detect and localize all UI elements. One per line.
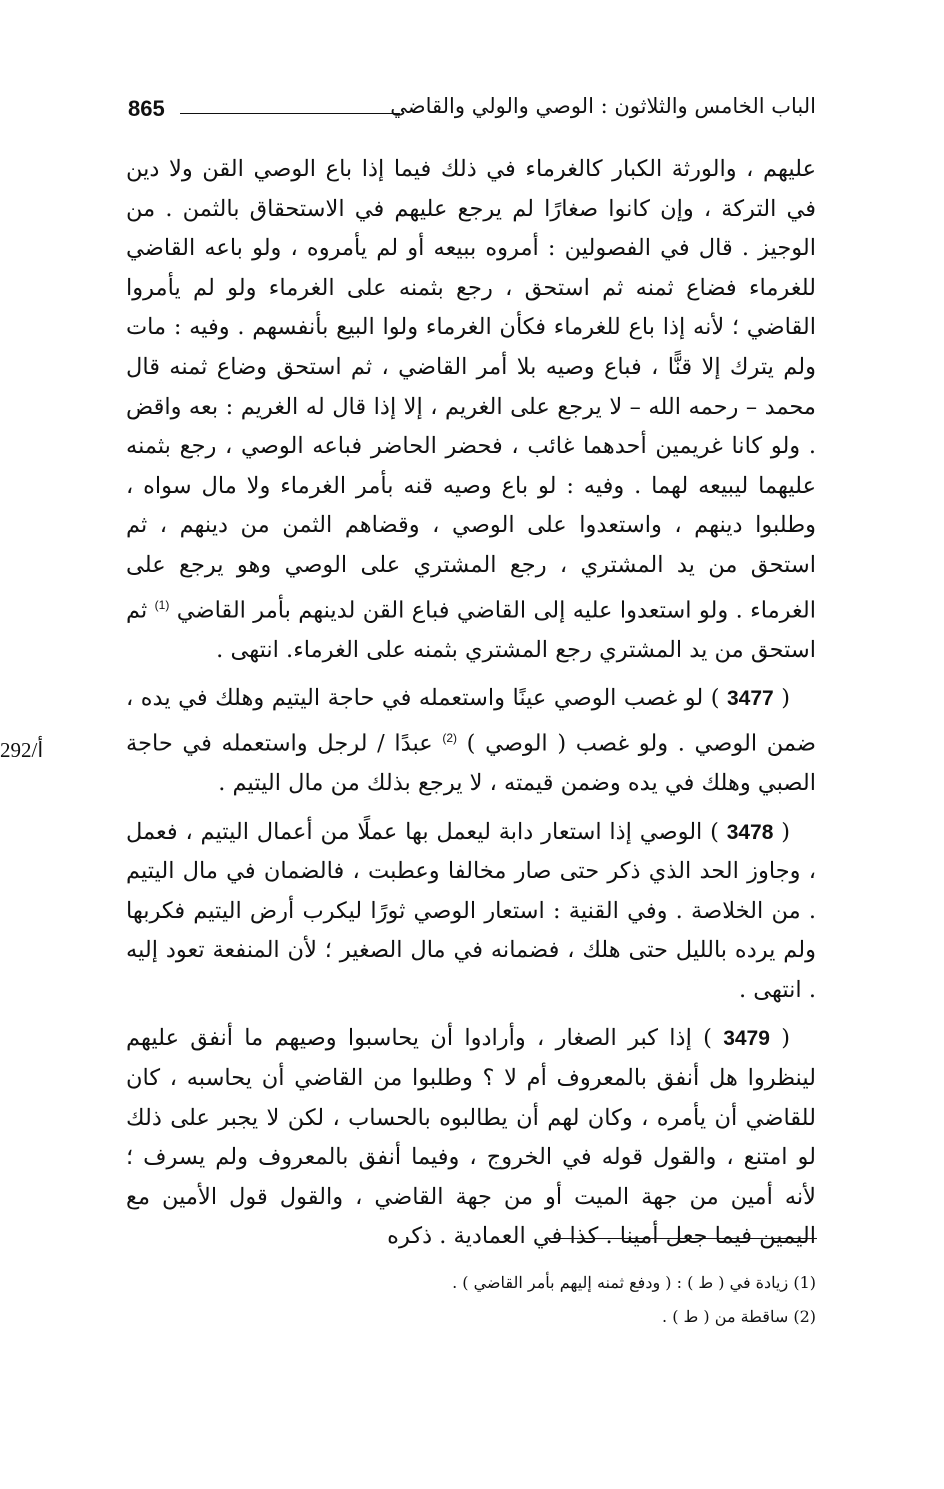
manuscript-folio-marker: 292/أ — [0, 738, 44, 762]
paragraph-3477: ( 3477 ) لو غصب الوصي عينًا واستعمله في حاجة اليتيم وهلك في يده ، ضمن الوصي . ولو غصب ( الوصي ) $^{(2)}$ عبدًا / لرجل واستعمله في حاجة الصبي وهلك في يده وضمن قيمته ، لا يرجع بذلك من مال اليتيم . — [126, 685, 817, 796]
paragraph-text: الوصي إذا استعار دابة ليعمل بها عملًا من أعمال اليتيم ، فعمل ، وجاوز الحد الذي ذكر حتى صار مخالفا وعطبت ، فالضمان في مال اليتيم . من الخلاصة . وفي القنية : استعار الوصي ثورًا ليكرب أرض اليتيم فكربها ولم يرده بالليل حتى هلك ، فضمانه في مال الصغير ؛ لأن المنفعة تعود إليه . انتهى . — [126, 818, 816, 1003]
page-number: 865 — [128, 96, 165, 121]
paragraph-3479: ( 3479 ) إذا كبر الصغار ، وأرادوا أن يحاسبوا وصيهم ما أنفق عليهم لينظروا هل أنفق بالمعروف أم لا ؟ وطلبوا من القاضي أن يحاسبه ، كان للقاضي أن يأمره ، وكان لهم أن يطالبوه بالحساب ، لكن لا يجبر على ذلك لو امتنع ، والقول قوله في الخروج ، وفيما أنفق بالمعروف ولم يسرف ؛ لأنه أمين من جهة الميت أو من جهة القاضي ، والقول قول الأمين مع اليمين فيما جعل أمينا . كذا في العمادية . ذكره — [126, 1025, 816, 1250]
paragraph-text: عليهم ، والورثة الكبار كالغرماء في ذلك فيما إذا باع الوصي القن ولا دين في التركة ، وإن كانوا صغارًا لم يرجع عليهم في الاستحقاق بالثمن . من الوجيز . قال في الفصولين : أمروه ببيعه أو لم يأمروه ، ولو باعه القاضي للغرماء فضاع ثمنه ثم استحق ، رجع بثمنه على الغرماء ولو لم يأمروا القاضي ؛ لأنه إذا باع للغرماء فكأن الغرماء ولوا البيع بأنفسهم . وفيه : مات ولم يترك إلا قنًّا ، فباع وصيه بلا أمر القاضي ، ثم استحق وضاع ثمنه قال محمد – رحمه الله – لا يرجع على الغريم ، إلا إذا قال له الغريم : بعه واقض . ولو كانا غريمين أحدهما غائب ، فحضر الحاضر فباعه الوصي ، رجع بثمنه عليهما ليبيعه لهما . وفيه : لو باع وصيه قنه بأمر الغرماء ولا مال سواه ، وطلبوا دينهم ، واستعدوا على الوصي ، وقضاهم الثمن من دينهم ، ثم استحق من يد المشتري ، رجع المشتري على الوصي وهو يرجع على الغرماء . ولو استعدوا عليه إلى القاضي فباع القن لدينهم بأمر القاضي — [126, 156, 817, 624]
footnote-marker-2[interactable]: (2) — [442, 730, 458, 745]
running-header — [128, 92, 816, 132]
chapter-title: الباب الخامس والثلاثون : الوصي والولي والقاضي — [390, 94, 816, 118]
footnote-marker-1[interactable]: (1) — [154, 597, 170, 612]
main-text — [126, 150, 816, 1257]
issue-number: 3478 — [726, 820, 774, 844]
paragraph-3478: ( 3478 ) الوصي إذا استعار دابة ليعمل بها عملًا من أعمال اليتيم ، فعمل ، وجاوز الحد الذي ذكر حتى صار مخالفا وعطبت ، فالضمان في مال اليتيم . من الخلاصة . وفي القنية : استعار الوصي ثورًا ليكرب أرض اليتيم فكربها ولم يرده بالليل حتى هلك ، فضمانه في مال الصغير ؛ لأن المنفعة تعود إليه . انتهى . — [126, 818, 816, 1003]
header-rule — [180, 113, 400, 114]
paragraph-text: ثم استحق من يد المشتري رجع المشتري بثمنه على الغرماء. انتهى . — [126, 597, 816, 663]
paragraph-text: لو غصب الوصي عينًا واستعمله في حاجة اليتيم وهلك في يده ، ضمن الوصي . ولو غصب ( الوصي ) — [126, 685, 817, 757]
paragraph-text: إذا كبر الصغار ، وأرادوا أن يحاسبوا وصيهم ما أنفق عليهم لينظروا هل أنفق بالمعروف أم لا ؟ وطلبوا من القاضي أن يحاسبه ، كان للقاضي أن يأمره ، وكان لهم أن يطالبوه بالحساب ، لكن لا يجبر على ذلك لو امتنع ، والقول قوله في الخروج ، وفيما أنفق بالمعروف ولم يسرف ؛ لأنه أمين من جهة الميت أو من جهة القاضي ، والقول قول الأمين مع اليمين فيما جعل أمينا . كذا في العمادية . ذكره — [126, 1025, 816, 1250]
issue-number: 3479 — [723, 1027, 770, 1051]
paragraph-continuation — [126, 150, 816, 670]
footnote-1: (1) زيادة في ( ط ) : ( ودفع ثمنه إليهم بأمر القاضي ) . — [452, 1273, 816, 1292]
footnotes — [216, 1266, 816, 1334]
issue-number: 3477 — [727, 687, 774, 711]
footnote-2: (2) ساقطة من ( ط ) . — [662, 1307, 816, 1326]
footnote-separator — [547, 1238, 817, 1239]
paragraph-text: عبدًا / لرجل واستعمله في حاجة الصبي وهلك في يده وضمن قيمته ، لا يرجع بذلك من مال اليتيم . — [126, 730, 816, 796]
